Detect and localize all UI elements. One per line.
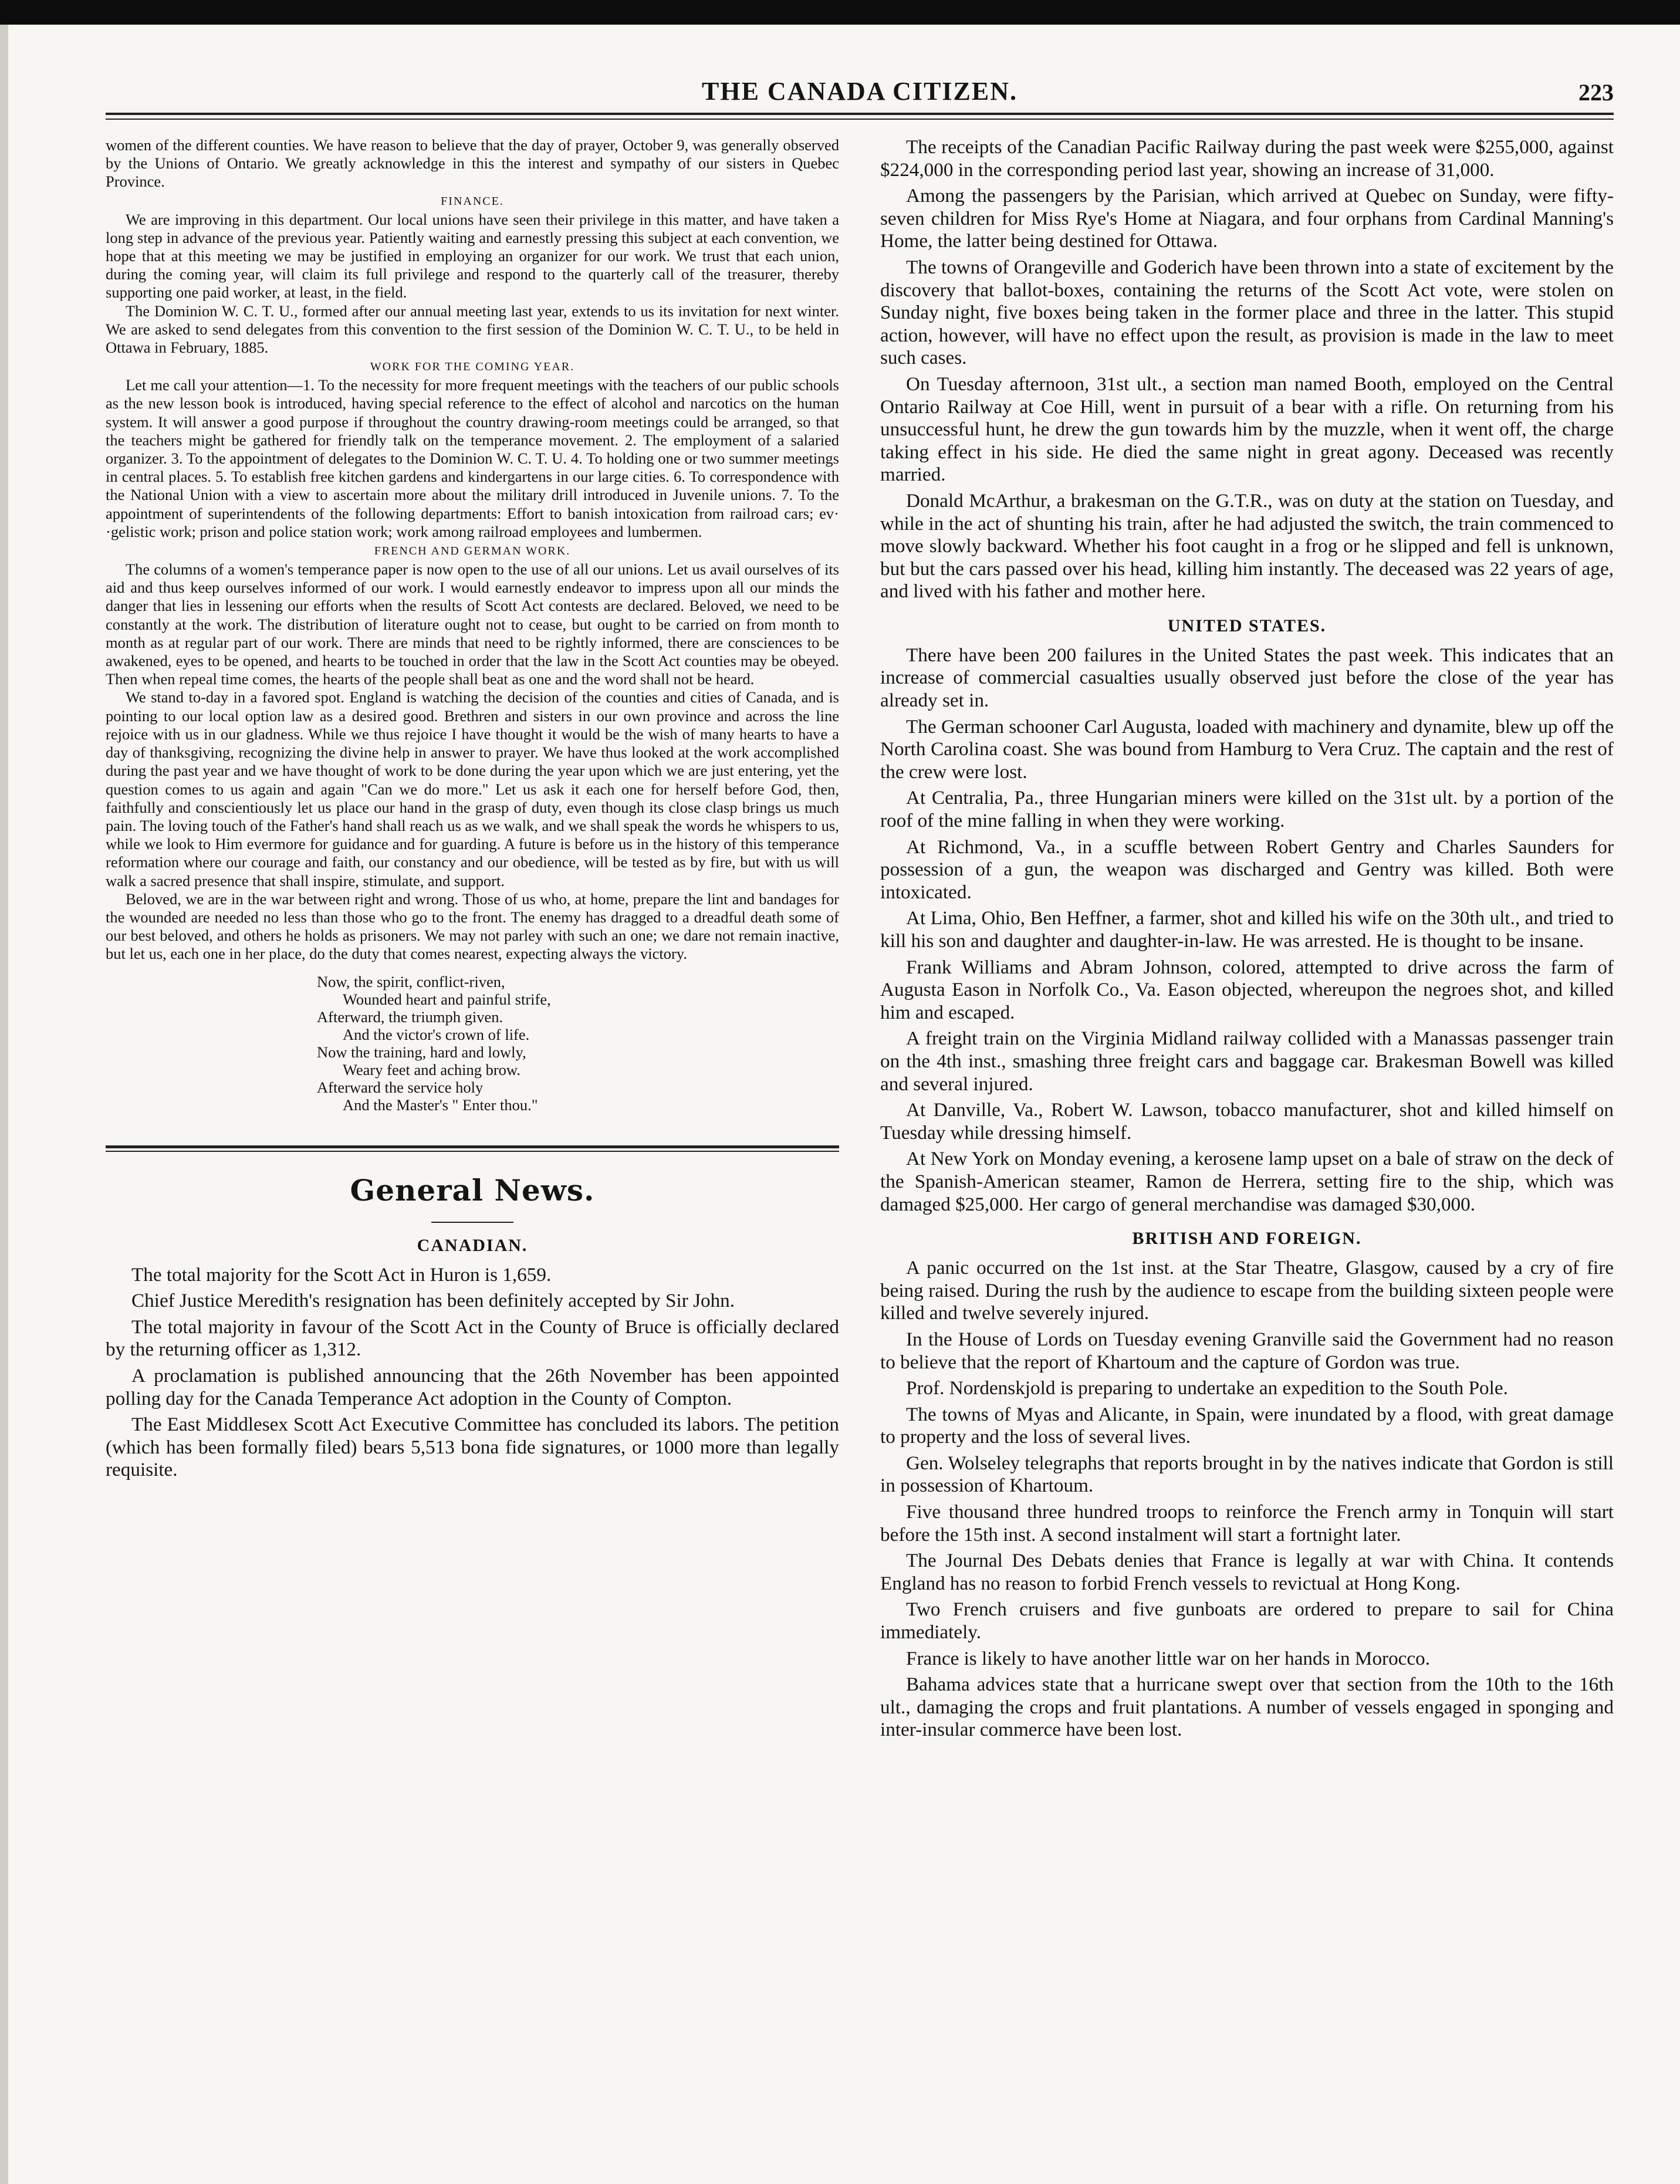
news-item: At Lima, Ohio, Ben Heffner, a farmer, shot and killed his wife on the 30th ult., and tried to kill his son and daughter and daughter-in-law. He was arrested. He is thought to be insane.	[880, 907, 1614, 952]
news-item: In the House of Lords on Tuesday evening Granville said the Government had no reason to believe that the report of Khartoum and the capture of Gordon was true.	[880, 1328, 1614, 1373]
general-news-title: General News.	[350, 1172, 595, 1208]
news-item: Bahama advices state that a hurricane swept over that section from the 10th to the 16th ult., damaging the crops and fruit plantations. A number of vessels engaged in sponging and inter-insular commerce have been lost.	[880, 1674, 1614, 1741]
news-item: Five thousand three hundred troops to reinforce the French army in Tonquin will start before the 15th inst. A second instalment will start a fortnight later.	[880, 1501, 1614, 1546]
news-item: The German schooner Carl Augusta, loaded with machinery and dynamite, blew up off the North Carolina coast. She was bound from Hamburg to Vera Cruz. The captain and the rest of the crew were lost.	[880, 715, 1614, 783]
finance-paragraph: We are improving in this department. Our local unions have seen their privilege in this matter, and have taken a long step in advance of the previous year. Patiently waiting and earnestly pressing this subject at each convention, we hope that at this meeting we may be justified in employing an organizer for our work. We trust that each union, during the coming year, will claim its full privilege and respond to the quarterly call of the treasurer, thereby supporting one paid worker, at least, in the field.	[106, 210, 839, 302]
finance-heading: FINANCE.	[441, 194, 504, 208]
news-item: A panic occurred on the 1st inst. at the Star Theatre, Glasgow, caused by a cry of fire being raised. During the rush by the audience to escape from the building sixteen people were killed and twelve severely injured.	[880, 1257, 1614, 1324]
news-item: The total majority for the Scott Act in Huron is 1,659.	[131, 1263, 552, 1286]
french-german-heading: FRENCH AND GERMAN WORK.	[374, 545, 571, 558]
news-item: At New York on Monday evening, a kerosene lamp upset on a bale of straw on the deck of the Spanish-American steamer, Ramon de Herrera, setting fire to the ship, which was damaged $25,000. Her cargo of general merchandise was damaged $30,000.	[880, 1148, 1614, 1215]
section-separator	[106, 1145, 839, 1152]
news-item: Prof. Nordenskjold is preparing to undertake an expedition to the South Pole.	[906, 1377, 1508, 1399]
poem-line: And the victor's crown of life.	[343, 1025, 530, 1043]
canadian-heading: CANADIAN.	[417, 1235, 528, 1255]
news-item: At Danville, Va., Robert W. Lawson, tobacco manufacturer, shot and killed himself on Tuesday while dressing himself.	[880, 1099, 1614, 1144]
news-item: The East Middlesex Scott Act Executive Committee has concluded its labors. The petition (which has been formally filed) bears 5,513 bona fide signatures, or 1000 more than legally requisite.	[106, 1414, 839, 1481]
poem-line: And the Master's " Enter thou."	[343, 1096, 538, 1114]
poem	[317, 973, 839, 1114]
news-item: At Richmond, Va., in a scuffle between Robert Gentry and Charles Saunders for possession of a gun, the weapon was discharged and Gentry was killed. Both were intoxicated.	[880, 836, 1614, 903]
left-column	[106, 136, 839, 1485]
poem-line: Now the training, hard and lowly,	[317, 1043, 526, 1061]
news-item: On Tuesday afternoon, 31st ult., a section man named Booth, employed on the Central Ontario Railway at Coe Hill, went in pursuit of a bear with a rifle. On returning from his unsuccessful hunt, he drew the gun towards him by the muzzle, when it went off, the charge taking effect in his side. He died the same night in great agony. Deceased was recently married.	[880, 373, 1614, 486]
right-column	[880, 136, 1614, 1745]
poem-line: Afterward, the triumph given.	[317, 1008, 503, 1026]
united-states-heading: UNITED STATES.	[1167, 616, 1327, 635]
news-item: Donald McArthur, a brakesman on the G.T.R., was on duty at the station on Tuesday, and while in the act of shunting his train, after he had adjusted the switch, the train commenced to move slowly backward. Whether his foot caught in a frog or he slipped and fell is unknown, but but the cars passed over his head, killing him instantly. The deceased was 22 years of age, and lived with his father and mother here.	[880, 489, 1614, 603]
poem-line: Weary feet and aching brow.	[343, 1060, 520, 1079]
canadian-news	[106, 1236, 839, 1482]
work-paragraph: Let me call your attention—1. To the necessity for more frequent meetings with the teachers of our public schools as the new lesson book is introduced, having special reference to the effect of alcohol and narcotics on the human system. It will answer a good purpose if throughout the country drawing-room meetings could be arranged, so that the teachers might be gathered for friendly talk on the temperance movement. 2. The employment of a salaried organizer. 3. To the appointment of delegates to the Dominion W. C. T. U. 4. To holding one or two summer meetings in central places. 5. To establish free kitchen gardens and kindergartens in our large cities. 6. To correspondence with the National Union with a view to ascertain more about the military drill introduced in Juvenile unions. 7. To the appointment of superintendents of the following departments: Effort to banish intoxication from railroad cars; ev· ·gelistic work; prison and police station work; work among railroad employees and lumbermen.	[106, 376, 839, 540]
french-paragraph: Beloved, we are in the war between right and wrong. Those of us who, at home, prepare the lint and bandages for the wounded are needed no less than those who go to the front. The enemy has dragged to a dreadful death some of our best beloved, and others he holds as prisoners. We may not parley with such an one; we dare not remain inactive, but let us, each one in her place, do the duty that comes nearest, expecting always the victory.	[106, 890, 839, 963]
news-item: A freight train on the Virginia Midland railway collided with a Manassas passenger train on the 4th inst., smashing three freight cars and baggage car. Brakesman Bowell was killed and several injured.	[880, 1027, 1614, 1095]
scan-top-edge	[0, 0, 1680, 25]
news-item: The towns of Myas and Alicante, in Spain, were inundated by a flood, with great damage to property and the loss of several lives.	[880, 1403, 1614, 1448]
poem-line: Afterward the service holy	[317, 1078, 484, 1096]
french-paragraph: We stand to-day in a favored spot. England is watching the decision of the counties and cities of Canada, and is pointing to our local option law as a desired good. Brethren and sisters in our own province and across the line rejoice with us in our gladness. While we thus rejoice I have thought it would be the wish of many hearts to have a day of thanksgiving, recognizing the divine help in answer to prayer. We have thus looked at the work accomplished during the past year and we have thought of work to be done during the year upon which we are just entering, yet the question comes to us again and again "Can we do more." Let us ask it each one for herself before God, then, faithfully and conscientiously let us place our hand in the grasp of duty, even though its close clasp brings us much pain. The loving touch of the Father's hand shall reach us as we walk, and we shall speak the words he whispers to us, while we look to Him evermore for guidance and for guarding. A future is before us in the history of this temperance reformation where our courage and faith, our constancy and our obedience, will be tested as by fire, but with us will walk a sacred presence that shall inspire, stimulate, and support.	[106, 688, 839, 890]
news-item: Among the passengers by the Parisian, which arrived at Quebec on Sunday, were fifty-seven children for Miss Rye's Home at Niagara, and four orphans from Cardinal Manning's Home, the latter being destined for Ottawa.	[880, 185, 1614, 252]
finance-paragraph: The Dominion W. C. T. U., formed after our annual meeting last year, extends to us its invitation for next winter. We are asked to send delegates from this convention to the first session of the Dominion W. C. T. U., to be held in Ottawa in February, 1885.	[106, 302, 839, 357]
work-heading: WORK FOR THE COMING YEAR.	[370, 360, 575, 374]
news-item: The total majority in favour of the Scott Act in the County of Bruce is officially declared by the returning officer as 1,312.	[106, 1316, 839, 1361]
news-item: The towns of Orangeville and Goderich have been thrown into a state of excitement by the discovery that ballot-boxes, containing the returns of the Scott Act vote, were stolen on Sunday night, five boxes being taken in the former place and three in the latter. This stupid action, however, will have no effect upon the result, as provision is made in the law to meet such cases.	[880, 256, 1614, 369]
news-item: Two French cruisers and five gunboats are ordered to prepare to sail for China immediately.	[880, 1598, 1614, 1644]
news-item: A proclamation is published announcing that the 26th November has been appointed polling day for the Canada Temperance Act adoption in the County of Compton.	[106, 1364, 839, 1409]
title-underline	[431, 1222, 513, 1223]
news-item: There have been 200 failures in the United States the past week. This indicates that an increase of commercial casualties usually observed just before the close of the year has already set in.	[880, 644, 1614, 712]
page-header	[106, 70, 1614, 111]
news-item: The Journal Des Debats denies that France is legally at war with China. It contends England has no reason to forbid French vessels to revictual at Hong Kong.	[880, 1550, 1614, 1594]
news-item: Chief Justice Meredith's resignation has been definitely accepted by Sir John.	[131, 1290, 735, 1312]
news-item: France is likely to have another little war on her hands in Morocco.	[906, 1647, 1431, 1669]
news-item: The receipts of the Canadian Pacific Railway during the past week were $255,000, against $224,000 in the corresponding period last year, showing an increase of 31,000.	[880, 136, 1614, 181]
newspaper-title: THE CANADA CITIZEN.	[702, 77, 1018, 106]
poem-line: Now, the spirit, conflict-riven,	[317, 972, 505, 990]
news-item: At Centralia, Pa., three Hungarian miners were killed on the 31st ult. by a portion of the roof of the mine falling in when they were working.	[880, 787, 1614, 832]
british-foreign-heading: BRITISH AND FOREIGN.	[1132, 1229, 1362, 1249]
intro-paragraph: women of the different counties. We have reason to believe that the day of prayer, October 9, was generally observed by the Unions of Ontario. We greatly acknowledge in this the interest and sympathy of our sisters in Quebec Province.	[106, 136, 839, 191]
poem-line: Wounded heart and painful strife,	[343, 990, 551, 1008]
news-item: Frank Williams and Abram Johnson, colored, attempted to drive across the farm of Augusta Eason in Norfolk Co., Va. Eason objected, whereupon the negroes shot, and killed him and escaped.	[880, 956, 1614, 1023]
wctu-report	[106, 136, 839, 963]
news-item: Gen. Wolseley telegraphs that reports brought in by the natives indicate that Gordon is still in possession of Khartoum.	[880, 1452, 1614, 1497]
header-rule	[106, 113, 1614, 120]
scan-left-edge	[0, 25, 8, 2184]
page-number: 223	[1578, 79, 1614, 106]
french-paragraph: The columns of a women's temperance paper is now open to the use of all our unions. Let us avail ourselves of its aid and thus keep ourselves informed of our work. I would earnestly endeavor to impress upon all our minds the danger that lies in lessening our efforts when the results of Scott Act contests are declared. Beloved, we need to be constantly at the work. The distribution of literature ought not to cease, but ought to be carried on from month to month as at regular part of our work. There are minds that need to be rightly informed, there are consciences to be awakened, eyes to be opened, and hearts to be touched in order that the law in the Scott Act counties may be obeyed. Then when repeal time comes, the hearts of the people shall beat as one and the word shall not be heard.	[106, 560, 839, 688]
